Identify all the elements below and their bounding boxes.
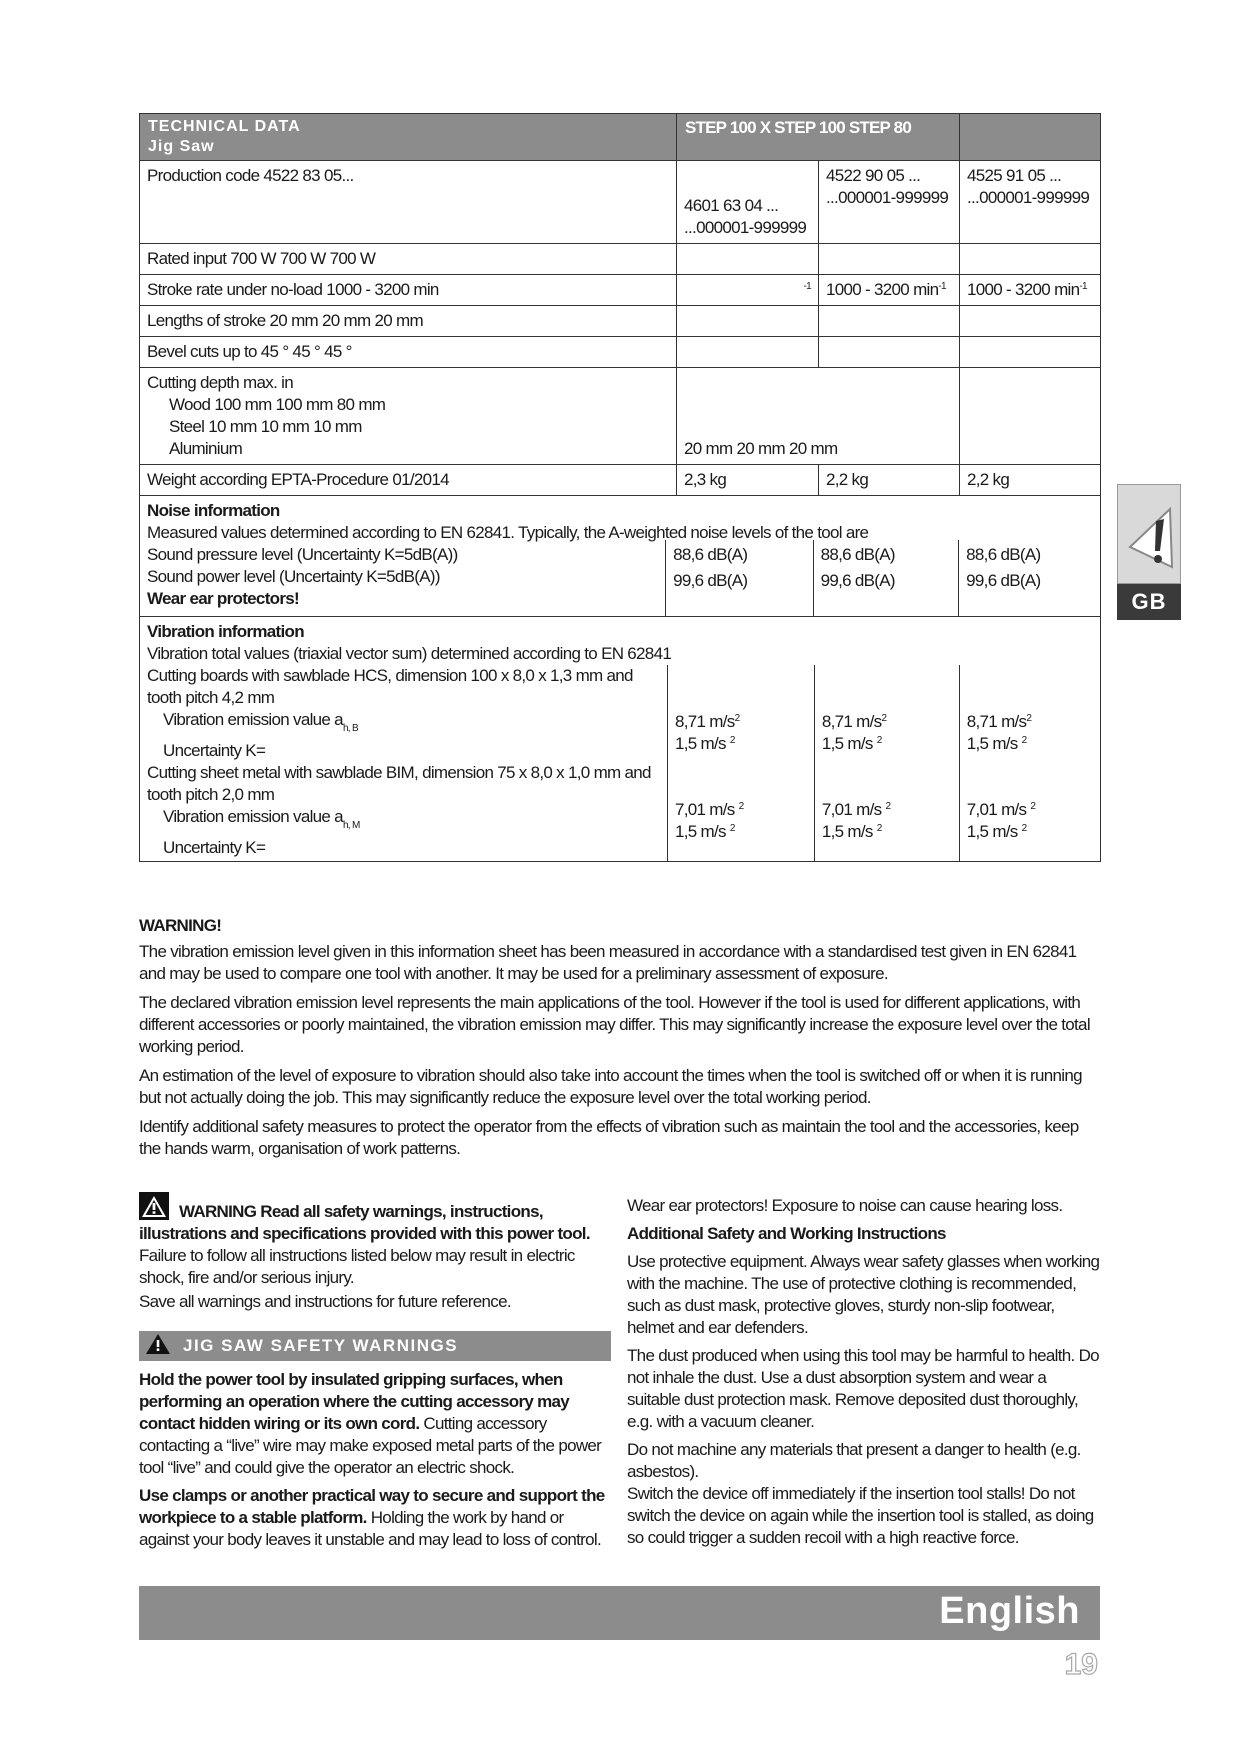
right-column [627, 1192, 1100, 1555]
production-code-col1-line1: 4601 63 04 ... [684, 196, 779, 215]
vibration-col1 [667, 665, 814, 861]
safety-rule-1-bold: Hold the power tool by insulated gripping surfaces, when performing an operation where the cutting accessory may contact hidden wiring or its own cord. [139, 1370, 570, 1433]
sq-sup: 2 [738, 801, 744, 812]
vibration-boards-emission-label [147, 709, 667, 740]
empty-cell [677, 306, 819, 337]
warning-icon [1117, 484, 1181, 584]
sq-sup: 2 [1030, 801, 1036, 812]
noise-col1 [665, 540, 813, 616]
safety-rule-1-text: Cutting accessory contacting a “live” wire may make exposed metal parts of the power tool “live” and could give the operator an electric shock. [139, 1414, 602, 1477]
table-row [140, 617, 1101, 862]
empty-cell [819, 306, 960, 337]
weight-col1: 2,3 kg [677, 465, 819, 496]
warning-title: WARNING! [139, 916, 222, 935]
warning-triangle-icon [139, 1192, 169, 1220]
vibration-sheet-desc: Cutting sheet metal with sawblade BIM, dimension 75 x 8,0 x 1,0 mm and tooth pitch 2,0 mm [147, 763, 651, 804]
models-header: STEP 100 X STEP 100 STEP 80 [677, 114, 960, 161]
sq-sup: 2 [729, 823, 735, 834]
vibration-labels [147, 665, 667, 859]
vibration-values [147, 665, 1093, 859]
bevel-cuts: Bevel cuts up to 45 ° 45 ° 45 ° [140, 337, 677, 368]
boards-emission-col2: 8,71 m/s [821, 712, 882, 731]
warning-triangle-icon [145, 1333, 171, 1355]
production-code-col2 [819, 161, 960, 244]
page-number: 19 [1064, 1648, 1098, 1681]
cutting-depth-label: Cutting depth max. in [147, 373, 293, 392]
footer-language: English [939, 1590, 1080, 1632]
vibration-col2 [814, 665, 959, 861]
stroke-rate-col3-sup: -1 [1079, 281, 1087, 292]
emission-label-text: Vibration emission value a [163, 710, 343, 729]
empty-cell [960, 306, 1101, 337]
noise-labels [147, 544, 665, 610]
stroke-rate-label: Stroke rate under no-load 1000 - 3200 min [140, 275, 677, 306]
production-code-label: Production code 4522 83 05... [140, 161, 677, 244]
noise-col2 [813, 540, 959, 616]
vibration-title: Vibration information [147, 622, 304, 641]
empty-cell [677, 244, 819, 275]
table-row [140, 337, 1101, 368]
sheet-emission-col3: 7,01 m/s [966, 800, 1027, 819]
stroke-rate-col2-sup: -1 [938, 281, 946, 292]
additional-paragraph-4: Switch the device off immediately if the insertion tool stalls! Do not switch the device on again while the insertion tool is stalled, as doing so could trigger a sudden recoil with a high reactive force. [627, 1484, 1094, 1547]
sound-pressure-col2: 88,6 dB(A) [820, 545, 895, 564]
sq-sup: 2 [1026, 713, 1032, 724]
production-code-col1 [677, 161, 819, 244]
sq-sup: 2 [876, 823, 882, 834]
stroke-rate-col2 [819, 275, 960, 306]
jig-saw-safety-title: JIG SAW SAFETY WARNINGS [183, 1336, 459, 1355]
warning-paragraph-4: Identify additional safety measures to protect the operator from the effects of vibration such as maintain the tool and the accessories, keep the hands warm, organisation of work patterns. [139, 1117, 1079, 1158]
sheet-emission-col1: 7,01 m/s [675, 800, 735, 819]
noise-title: Noise information [147, 501, 280, 520]
warning-paragraph-3: An estimation of the level of exposure to vibration should also take into account the times when the tool is switched off or when it is running but not actually doing the job. This may significantly reduce the exposure level over the total working period. [139, 1066, 1082, 1107]
sound-power-label: Sound power level (Uncertainty K=5dB(A)) [147, 567, 440, 586]
sound-power-col2: 99,6 dB(A) [820, 571, 895, 590]
sound-power-col3: 99,6 dB(A) [966, 571, 1041, 590]
boards-emission-col1: 8,71 m/s [675, 712, 735, 731]
vibration-sheet-uncertainty-label: Uncertainty K= [163, 838, 266, 857]
cutting-depth-aluminium-values: 20 mm 20 mm 20 mm [684, 439, 838, 458]
sound-pressure-label: Sound pressure level (Uncertainty K=5dB(A)) [147, 545, 458, 564]
vibration-intro: Vibration total values (triaxial vector sum) determined according to EN 62841 [147, 644, 672, 663]
additional-paragraph-2: The dust produced when using this tool may be harmful to health. Do not inhale the dust. Use a dust absorption system and wear a suitable dust protection mask. Remove deposited dust thoroughly, e.g. with a vacuum cleaner. [627, 1346, 1099, 1431]
header-empty-cell [960, 114, 1101, 161]
vibration-boards-desc: Cutting boards with sawblade HCS, dimension 100 x 8,0 x 1,3 mm and tooth pitch 4,2 mm [147, 666, 633, 707]
empty-cell [960, 244, 1101, 275]
table-header-row [140, 114, 1101, 161]
cutting-depth-wood: Wood 100 mm 100 mm 80 mm [169, 395, 386, 414]
general-warning-text: Failure to follow all instructions listed below may result in electric shock, fire and/or serious injury. [139, 1246, 575, 1287]
table-row [140, 368, 1101, 465]
noise-values [147, 544, 1093, 610]
production-code-col2-line2: ...000001-999999 [826, 188, 949, 207]
noise-info-cell [140, 496, 1101, 617]
sound-pressure-col1: 88,6 dB(A) [673, 545, 748, 564]
empty-cell [960, 368, 1101, 465]
technical-data-table [139, 113, 1101, 862]
table-row [140, 306, 1101, 337]
emission-label-text: Vibration emission value a [163, 807, 343, 826]
production-code-col2-line1: 4522 90 05 ... [826, 166, 921, 185]
vibration-warning-section [139, 915, 1100, 1167]
jig-saw-safety-bar [139, 1331, 611, 1361]
warning-paragraph-1: The vibration emission level given in this information sheet has been measured in accordance with a standardised test given in EN 62841 and may be used to compare one tool with another. It may be used for a preliminary assessment of exposure. [139, 942, 1077, 983]
sheet-uncertainty-col1: 1,5 m/s [675, 822, 726, 841]
production-code-col1-line2: ...000001-999999 [684, 218, 807, 237]
production-code-col3-line1: 4525 91 05 ... [967, 166, 1062, 185]
sq-sup: 2 [1021, 735, 1027, 746]
lengths-of-stroke: Lengths of stroke 20 mm 20 mm 20 mm [140, 306, 677, 337]
general-warning [139, 1192, 611, 1289]
emission-sub-hb: h, B [342, 723, 358, 734]
table-row [140, 244, 1101, 275]
stroke-rate-col3-value: 1000 - 3200 min [967, 280, 1080, 299]
noise-intro: Measured values determined according to EN 62841. Typically, the A-weighted noise levels of the tool are [147, 523, 869, 542]
cutting-depth-values [677, 368, 960, 465]
boards-uncertainty-col3: 1,5 m/s [966, 734, 1018, 753]
cutting-depth-steel: Steel 10 mm 10 mm 10 mm [169, 417, 362, 436]
additional-instructions-heading: Additional Safety and Working Instructions [627, 1224, 946, 1243]
noise-col3 [958, 540, 1093, 616]
sheet-uncertainty-col2: 1,5 m/s [821, 822, 873, 841]
boards-uncertainty-col2: 1,5 m/s [821, 734, 873, 753]
ear-protector-note: Wear ear protectors! Exposure to noise can cause hearing loss. [627, 1196, 1063, 1215]
empty-cell [677, 337, 819, 368]
sheet-uncertainty-col3: 1,5 m/s [966, 822, 1018, 841]
cutting-depth-cell [140, 368, 677, 465]
footer-bar [139, 1586, 1100, 1640]
safety-rule-2-text: Holding the work by hand or against your body leaves it unstable and may lead to loss of control. [139, 1508, 601, 1549]
table-row [140, 496, 1101, 617]
safety-rule-1 [139, 1369, 611, 1479]
boards-uncertainty-col1: 1,5 m/s [675, 734, 726, 753]
sq-sup: 2 [876, 735, 882, 746]
table-row [140, 275, 1101, 306]
stroke-rate-col1 [677, 275, 819, 306]
vibration-col3 [959, 665, 1093, 861]
sq-sup: 2 [881, 713, 887, 724]
wear-ear-protectors: Wear ear protectors! [147, 589, 299, 608]
sq-sup: 2 [1021, 823, 1027, 834]
stroke-rate-col3 [960, 275, 1101, 306]
empty-cell [819, 337, 960, 368]
weight-col2: 2,2 kg [819, 465, 960, 496]
save-instructions: Save all warnings and instructions for future reference. [139, 1292, 511, 1311]
weight-label: Weight according EPTA-Procedure 01/2014 [140, 465, 677, 496]
empty-cell [819, 244, 960, 275]
production-code-col3-line2: ...000001-999999 [967, 188, 1090, 207]
sq-sup: 2 [729, 735, 735, 746]
emission-sub-hm: h, M [342, 820, 360, 831]
sq-sup: 2 [885, 801, 891, 812]
table-row [140, 161, 1101, 244]
table-title-sub: Jig Saw [148, 138, 215, 155]
weight-col3: 2,2 kg [960, 465, 1101, 496]
table-title-main: TECHNICAL DATA [148, 118, 301, 135]
stroke-rate-col2-value: 1000 - 3200 min [826, 280, 939, 299]
sound-pressure-col3: 88,6 dB(A) [966, 545, 1041, 564]
vibration-boards-uncertainty-label: Uncertainty K= [163, 741, 266, 760]
empty-cell [960, 337, 1101, 368]
additional-paragraph-3: Do not machine any materials that present a danger to health (e.g. asbestos). [627, 1440, 1081, 1481]
production-code-col3 [960, 161, 1101, 244]
stroke-rate-col1-sup: -1 [803, 281, 811, 292]
warning-paragraph-2: The declared vibration emission level represents the main applications of the tool. However if the tool is used for different applications, with different accessories or poorly maintained, the vibration emission may differ. This may significantly increase the exposure level over the total working period. [139, 993, 1090, 1056]
table-title [140, 114, 677, 161]
rated-input: Rated input 700 W 700 W 700 W [140, 244, 677, 275]
sheet-emission-col2: 7,01 m/s [821, 800, 882, 819]
vibration-info-cell [140, 617, 1101, 862]
general-warning-bold: WARNING Read all safety warnings, instructions, illustrations and specifications provided with this power tool. [139, 1202, 590, 1243]
left-column [139, 1192, 611, 1557]
table-row [140, 465, 1101, 496]
language-side-tab [1117, 484, 1181, 620]
sound-power-col1: 99,6 dB(A) [673, 571, 748, 590]
cutting-depth-aluminium: Aluminium [169, 439, 243, 458]
safety-rule-2-bold: Use clamps or another practical way to secure and support the workpiece to a stable platform. [139, 1486, 605, 1527]
boards-emission-col3: 8,71 m/s [966, 712, 1027, 731]
vibration-sheet-emission-label [147, 806, 667, 837]
additional-paragraph-1: Use protective equipment. Always wear safety glasses when working with the machine. The use of protective clothing is recommended, such as dust mask, protective gloves, sturdy non-slip footwear, helmet and ear defenders. [627, 1252, 1100, 1337]
safety-rule-2 [139, 1485, 611, 1551]
language-code: GB [1117, 584, 1181, 620]
sq-sup: 2 [734, 713, 740, 724]
